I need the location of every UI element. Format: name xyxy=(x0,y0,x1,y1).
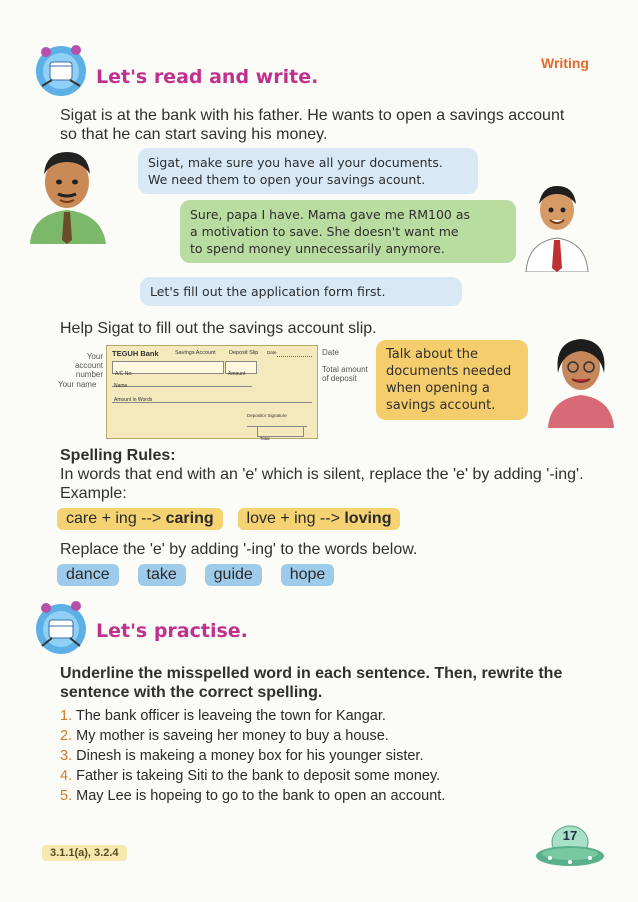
spelling-rule-text: In words that end with an 'e' which is silent, replace the 'e' by adding '-ing'. xyxy=(60,466,584,483)
slip-amount-label: Amount xyxy=(228,371,246,377)
savings-account-slip xyxy=(106,345,318,439)
slip-name-row[interactable] xyxy=(112,374,252,387)
teacher-bubble: Talk about the documents needed when opening a savings account. xyxy=(376,340,528,420)
section-icon-reading xyxy=(30,40,92,98)
slip-date-line xyxy=(277,356,312,357)
section-title-read-write: Let's read and write. xyxy=(96,66,319,88)
list-item: 4. Father is takeing Siti to the bank to deposit some money. xyxy=(60,768,441,784)
example-pills xyxy=(57,508,400,530)
slip-account-type: Savings Account xyxy=(175,350,216,356)
word-pills xyxy=(57,564,334,586)
example-label: Example: xyxy=(60,485,127,502)
writing-tag: Writing xyxy=(541,55,589,71)
example-pill-care: care + ing --> caring xyxy=(57,508,223,530)
sigat-illustration xyxy=(522,180,592,272)
list-item: 3. Dinesh is makeing a money box for his younger sister. xyxy=(60,748,424,764)
slip-instruction: Help Sigat to fill out the savings account slip. xyxy=(60,320,377,337)
spelling-task: Replace the 'e' by adding '-ing' to the words below. xyxy=(60,541,418,558)
slip-signature-label: Depositor Signature xyxy=(247,413,287,418)
spelling-rules-title: Spelling Rules: xyxy=(60,447,176,464)
practise-instruction: Underline the misspelled word in each sentence. Then, rewrite the sentence with the correct spelling. xyxy=(60,665,563,701)
slip-date-field: Date xyxy=(267,350,277,355)
word-pill-dance: dance xyxy=(57,564,119,586)
section-title-practise: Let's practise. xyxy=(96,620,248,642)
word-pill-hope: hope xyxy=(281,564,335,586)
label-account-number: Your account number xyxy=(74,352,103,379)
slip-account-row[interactable] xyxy=(112,361,224,377)
page-number-ufo xyxy=(534,818,606,872)
slip-signature-row[interactable] xyxy=(247,404,307,427)
intro-text: Sigat is at the bank with his father. He wants to open a savings account so that he can start saving his money. xyxy=(60,107,565,143)
slip-total-box[interactable] xyxy=(257,426,304,441)
teacher-illustration xyxy=(542,333,620,428)
list-item: 2. My mother is saveing her money to buy a house. xyxy=(60,728,389,744)
list-item: 1. The bank officer is leaveing the town for Kangar. xyxy=(60,708,386,724)
slip-amount-box[interactable] xyxy=(225,361,257,377)
label-total-deposit: Total amount of deposit xyxy=(322,365,368,383)
slip-amount-words-row[interactable] xyxy=(112,388,312,403)
slip-amount-words-label: Amount in Words xyxy=(114,397,153,403)
slip-ac-no-label: A/C No. xyxy=(115,371,133,377)
slip-deposit-title: Deposit Slip xyxy=(229,350,259,356)
father-bubble-2: Let's fill out the application form first. xyxy=(140,277,462,306)
father-illustration xyxy=(22,144,112,244)
sigat-bubble: Sure, papa I have. Mama gave me RM100 as a motivation to save. She doesn't want me to spend money unnecessarily anymore. xyxy=(180,200,516,263)
label-your-name: Your name xyxy=(58,380,97,389)
example-pill-love: love + ing --> loving xyxy=(238,508,401,530)
footer-code-badge: 3.1.1(a), 3.2.4 xyxy=(42,845,127,861)
page-number: 17 xyxy=(562,828,578,843)
word-pill-take: take xyxy=(138,564,186,586)
label-date: Date xyxy=(322,348,339,357)
slip-bank-name: TEGUH Bank xyxy=(112,349,159,358)
word-pill-guide: guide xyxy=(205,564,262,586)
practise-list xyxy=(60,706,445,806)
list-item: 5. May Lee is hopeing to go to the bank to open an account. xyxy=(60,788,446,804)
slip-name-label: Name xyxy=(114,383,128,389)
section-icon-practise xyxy=(30,596,92,658)
slip-total-label: Total xyxy=(260,436,270,441)
father-bubble-1: Sigat, make sure you have all your documents. We need them to open your savings acount. xyxy=(138,148,478,194)
